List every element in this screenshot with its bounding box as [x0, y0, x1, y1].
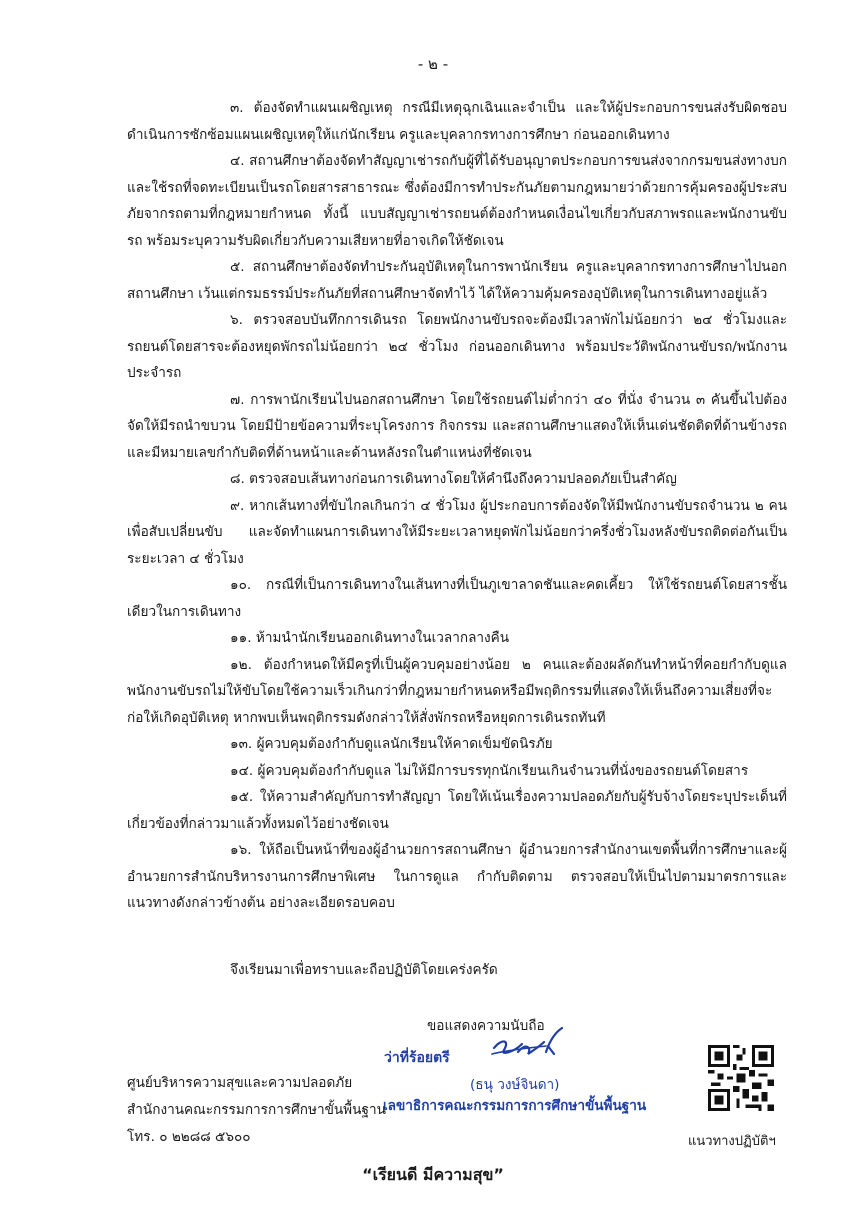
paragraph-16: ๑๖. ให้ถือเป็นหน้าที่ของผู้อำนวยการสถานศึกษา ผู้อำนวยการสำนักงานเขตพื้นที่การศึกษาและผู้อำนวยการสำนักบริหารงานการศึกษาพิเศษ ในการดูแล กำกับติดตาม ตรวจสอบให้เป็นไปตามมาตรการและแนวทางดังกล่าวข้างต้น อย่างละเอียดรอบคอบ	[127, 842, 787, 911]
paragraph-6: ๖. ตรวจสอบบันทึกการเดินรถ โดยพนักงานขับรถจะต้องมีเวลาพักไม่น้อยกว่า ๒๔ ชั่วโมงและรถยนต์โดยสารจะต้องหยุดพักรถไม่น้อยกว่า ๒๔ ชั่วโมง ก่อนออกเดินทาง พร้อมประวัติพนักงานขับรถ/พนักงานประจำรถ	[127, 312, 787, 381]
paragraph-9: ๙. หากเส้นทางที่ขับไกลเกินกว่า ๔ ชั่วโมง ผู้ประกอบการต้องจัดให้มีพนักงานขับรถจำนวน ๒ คน เพื่อสับเปลี่ยนขับ และจัดทำแผนการเดินทางให้มีระยะเวลาหยุดพักไม่น้อยกว่าครึ่งชั่วโมงหลังขับรถติดต่อกันเป็นระยะเวลา ๔ ชั่วโมง	[127, 497, 787, 567]
paragraph-4: ๔. สถานศึกษาต้องจัดทำสัญญาเช่ารถกับผู้ที่ได้รับอนุญาตประกอบการขนส่งจากกรมขนส่งทางบกและใช้รถที่จดทะเบียนเป็นรถโดยสารสาธารณะ ซึ่งต้องมีการทำประกันภัยตามกฎหมายว่าด้วยการคุ้มครองผู้ประสบภัยจากรถตามที่กฎหมายกำหนด ทั้งนี้ แบบสัญญาเช่ารถยนต์ต้องกำหนดเงื่อนไขเกี่ยวกับสภาพรถและพนักงานขับรถ พร้อมระบุความรับผิดเกี่ยวกับความเสียหายที่อาจเกิดให้ชัดเจน	[127, 153, 787, 249]
office-line-1: ศูนย์บริหารความสุขและความปลอดภัย	[127, 1075, 353, 1091]
paragraph-7: ๗. การพานักเรียนไปนอกสถานศึกษา โดยใช้รถยนต์ไม่ต่ำกว่า ๔๐ ที่นั่ง จำนวน ๓ คันขึ้นไปต้องจัดให้มีรถนำขบวน โดยมีป้ายข้อความที่ระบุโครงการ กิจกรรม และสถานศึกษาแสดงให้เห็นเด่นชัดติดที่ด้านข้างรถและมีหมายเลขกำกับติดที่ด้านหน้าและด้านหลังรถในตำแหน่งที่ชัดเจน	[127, 391, 787, 461]
qr-code[interactable]	[708, 1045, 774, 1111]
page-number: - ๒ -	[417, 55, 449, 73]
paragraph-10: ๑๐. กรณีที่เป็นการเดินทางในเส้นทางที่เป็นภูเขาลาดชันและคดเคี้ยว ให้ใช้รถยนต์โดยสารชั้นเดียวในการเดินทาง	[127, 577, 787, 620]
closing-sentence: จึงเรียนมาเพื่อทราบและถือปฏิบัติโดยเคร่งครัด	[230, 962, 498, 978]
paragraph-8: ๘. ตรวจสอบเส้นทางก่อนการเดินทางโดยให้คำนึงถึงความปลอดภัยเป็นสำคัญ	[230, 471, 677, 487]
paragraph-11: ๑๑. ห้ามนำนักเรียนออกเดินทางในเวลากลางคืน	[230, 630, 510, 646]
paragraph-5: ๕. สถานศึกษาต้องจัดทำประกันอุบัติเหตุในการพานักเรียน ครูและบุคลากรทางการศึกษาไปนอกสถานศึกษา เว้นแต่กรมธรรม์ประกันภัยที่สถานศึกษาจัดทำไว้ ได้ให้ความคุ้มครองอุบัติเหตุในการเดินทางอยู่แล้ว	[127, 259, 787, 302]
office-contact-block	[127, 1070, 386, 1151]
signatory-name: (ธนุ วงษ์จินดา)	[470, 1077, 560, 1093]
office-phone: โทร. ๐ ๒๒๘๘ ๕๖๐๐	[127, 1129, 251, 1145]
qr-caption: แนวทางปฏิบัติฯ	[688, 1134, 776, 1149]
handwritten-signature	[488, 1026, 568, 1068]
office-line-2: สำนักงานคณะกรรมการการศึกษาขั้นพื้นฐาน	[127, 1102, 386, 1118]
paragraph-15: ๑๕. ให้ความสำคัญกับการทำสัญญา โดยให้เน้นเรื่องความปลอดภัยกับผู้รับจ้างโดยระบุประเด็นที่เกี่ยวข้องที่กล่าวมาแล้วทั้งหมดไว้อย่างชัดเจน	[127, 789, 787, 832]
paragraph-13: ๑๓. ผู้ควบคุมต้องกำกับดูแลนักเรียนให้คาดเข็มขัดนิรภัย	[230, 736, 553, 752]
signatory-rank: ว่าที่ร้อยตรี	[384, 1050, 450, 1066]
signatory-title: เลขาธิการคณะกรรมการการศึกษาขั้นพื้นฐาน	[383, 1098, 647, 1114]
regards: ขอแสดงความนับถือ	[427, 1018, 545, 1034]
paragraph-3: ๓. ต้องจัดทำแผนเผชิญเหตุ กรณีมีเหตุฉุกเฉินและจำเป็น และให้ผู้ประกอบการขนส่งรับผิดชอบดำเนินการซักซ้อมแผนเผชิญเหตุให้แก่นักเรียน ครูและบุคลากรทางการศึกษา ก่อนออกเดินทาง	[127, 100, 787, 143]
paragraph-12: ๑๒. ต้องกำหนดให้มีครูที่เป็นผู้ควบคุมอย่างน้อย ๒ คนและต้องผลัดกันทำหน้าที่คอยกำกับดูแลพนักงานขับรถไม่ให้ขับโดยใช้ความเร็วเกินกว่าที่กฎหมายกำหนดหรือมีพฤติกรรมที่แสดงให้เห็นถึงความเสี่ยงที่จะก่อให้เกิดอุบัติเหตุ หากพบเห็นพฤติกรรมดังกล่าวให้สั่งพักรถหรือหยุดการเดินรถทันที	[127, 656, 787, 726]
document-body	[127, 95, 787, 917]
paragraph-14: ๑๔. ผู้ควบคุมต้องกำกับดูแล ไม่ให้มีการบรรทุกนักเรียนเกินจำนวนที่นั่งของรถยนต์โดยสาร	[230, 762, 749, 779]
slogan: “เรียนดี มีความสุข”	[362, 1165, 504, 1184]
